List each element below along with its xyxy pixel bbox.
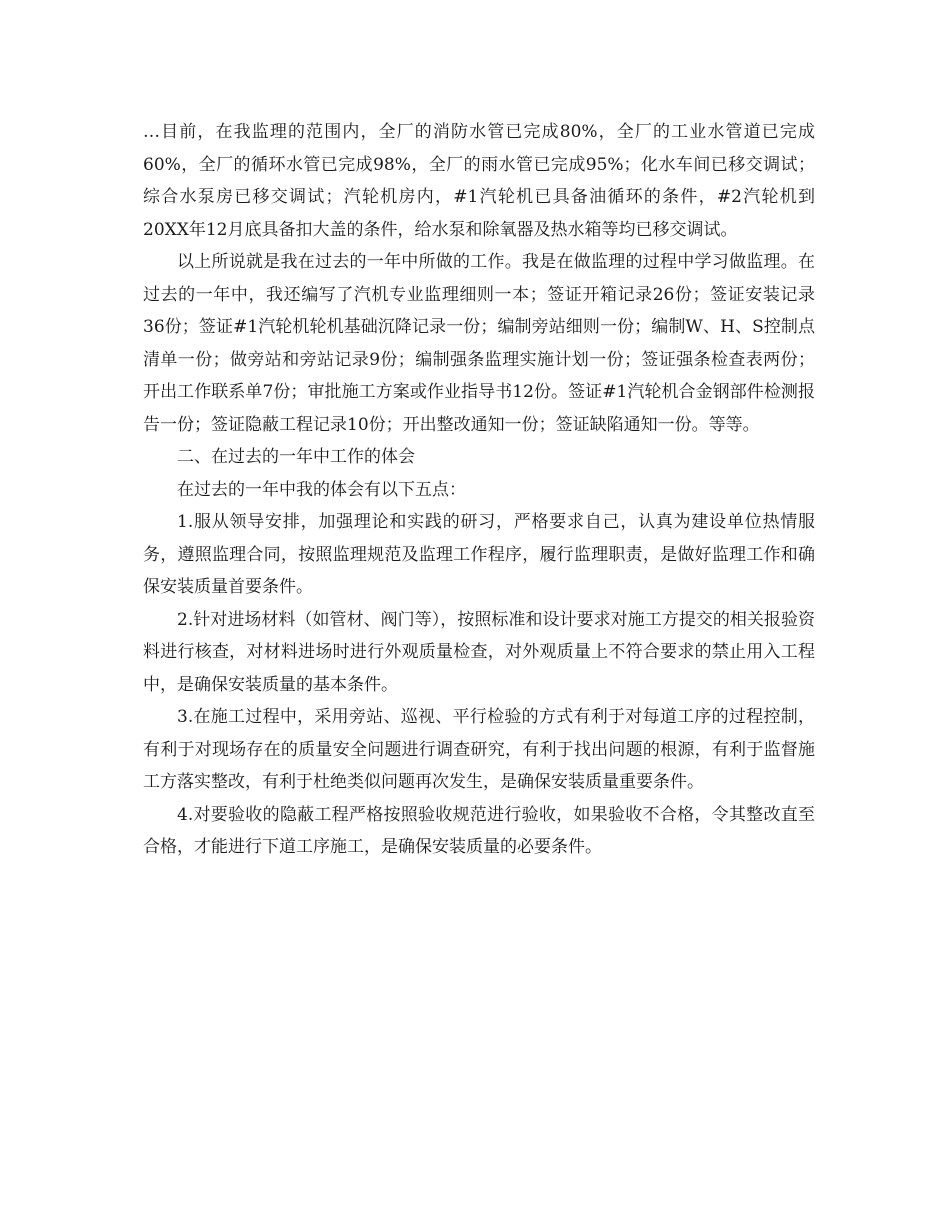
paragraph-point-3: 3.在施工过程中，采用旁站、巡视、平行检验的方式有利于对每道工序的过程控制，有利于对现场存在的质量安全问题进行调查研究，有利于找出问题的根源，有利于监督施工方落实整改，有利于杜绝类似问题再次发生，是确保安装质量重要条件。 <box>143 707 815 792</box>
paragraph-point-4: 4.对要验收的隐蔽工程严格按照验收规范进行验收，如果验收不合格，令其整改直至合格，才能进行下道工序施工，是确保安装质量的必要条件。 <box>143 804 815 857</box>
paragraph-point-1: 1.服从领导安排，加强理论和实践的研习，严格要求自己，认真为建设单位热情服务，遵照监理合同，按照监理规范及监理工作程序，履行监理职责，是做好监理工作和确保安装质量首要条件。 <box>143 512 815 597</box>
section-heading: 二、在过去的一年中工作的体会 <box>177 447 415 467</box>
paragraph-intro: 在过去的一年中我的体会有以下五点： <box>177 479 466 500</box>
paragraph-progress: …目前，在我监理的范围内，全厂的消防水管已完成80%，全厂的工业水管道已完成60%，全厂的循环水管已完成98%，全厂的雨水管已完成95%；化水车间已移交调试；综合水泵房已移交调试；汽轮机房内，#1汽轮机已具备油循环的条件，#2汽轮机到20XX年12月底具备扣大盖的条件，给水泵和除氧器及热水箱等均已移交调试。 <box>143 122 815 240</box>
paragraph-point-2: 2.针对进场材料（如管材、阀门等），按照标准和设计要求对施工方提交的相关报验资料进行核查，对材料进场时进行外观质量检查，对外观质量上不符合要求的禁止用入工程中，是确保安装质量的基本条件。 <box>143 609 815 695</box>
paragraph-summary: 以上所说就是我在过去的一年中所做的工作。我是在做监理的过程中学习做监理。在过去的一年中，我还编写了汽机专业监理细则一本；签证开箱记录26份；签证安装记录36份；签证#1汽轮机轮机基础沉降记录一份；编制旁站细则一份；编制W、H、S控制点清单一份；做旁站和旁站记录9份；编制强条监理实施计划一份；签证强条检查表两份；开出工作联系单7份；审批施工方案或作业指导书12份。签证#1汽轮机合金钢部件检测报告一份；签证隐蔽工程记录10份；开出整改通知一份；签证缺陷通知一份。等等。 <box>143 252 815 435</box>
document-page <box>143 116 815 864</box>
